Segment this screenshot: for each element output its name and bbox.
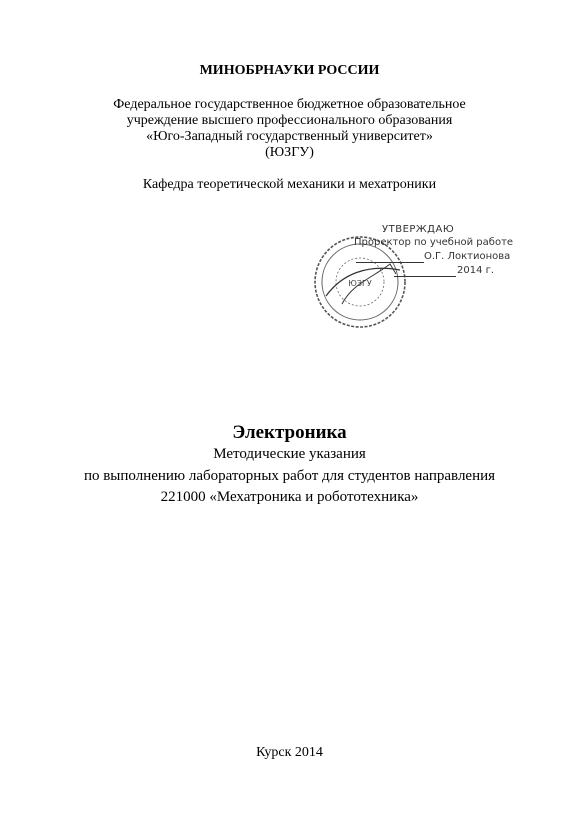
document-title: Электроника xyxy=(232,422,347,443)
organization-line-3: «Юго-Западный государственный университет» xyxy=(146,129,433,144)
approval-heading: УТВЕРЖДАЮ xyxy=(382,224,455,235)
ministry-heading: МИНОБРНАУКИ РОССИИ xyxy=(199,63,380,78)
organization-abbreviation: (ЮЗГУ) xyxy=(265,145,314,160)
official-seal-stamp xyxy=(312,234,408,330)
organization-line-1: Федеральное государственное бюджетное образовательное xyxy=(113,97,466,112)
organization-line-2: учреждение высшего профессионального образования xyxy=(126,113,453,128)
approval-position: Проректор по учебной работе xyxy=(354,237,514,248)
department-name: Кафедра теоретической механики и мехатроники xyxy=(142,177,437,192)
document-subtitle-2: по выполнению лабораторных работ для студентов направления xyxy=(83,468,496,484)
approval-signatory-name: О.Г. Локтионова xyxy=(424,251,511,262)
city-year: Курск 2014 xyxy=(256,745,323,760)
approval-date: 2014 г. xyxy=(457,265,495,276)
approval-block xyxy=(304,220,514,332)
date-line xyxy=(394,276,456,277)
seal-text: ЮЗГУ xyxy=(348,279,372,288)
document-subtitle-3: 221000 «Мехатроника и робототехника» xyxy=(160,489,419,505)
signature-line xyxy=(356,262,424,263)
document-subtitle-1: Методические указания xyxy=(213,446,366,462)
